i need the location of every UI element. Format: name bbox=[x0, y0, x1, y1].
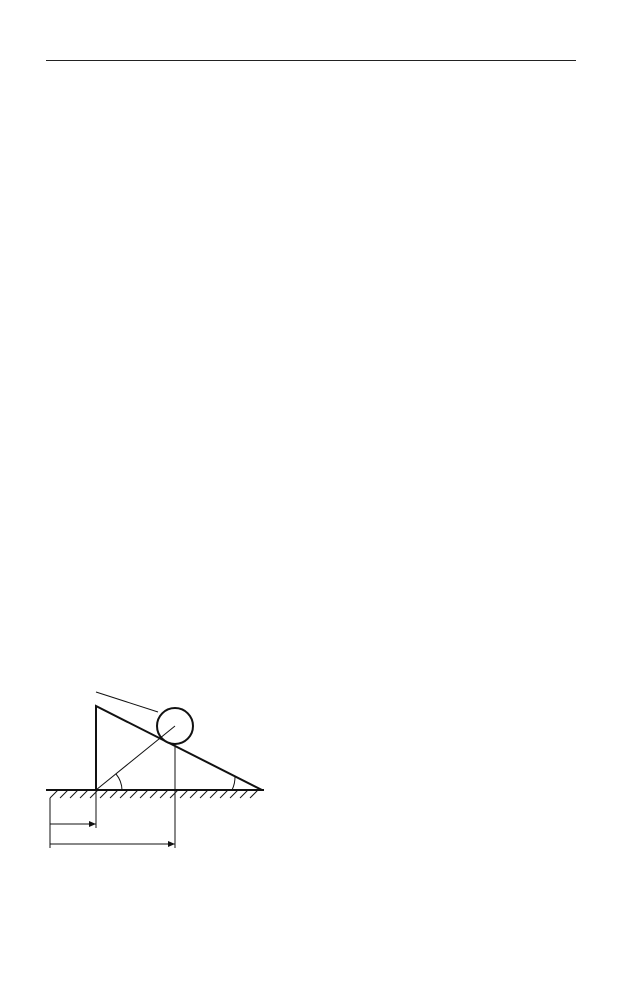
ground-hatching bbox=[50, 790, 258, 798]
header-rule bbox=[46, 60, 576, 61]
definition-line bbox=[46, 174, 572, 199]
phi2-arc bbox=[116, 774, 122, 790]
figure-prism-disk bbox=[46, 686, 268, 852]
alpha-arc bbox=[232, 776, 235, 790]
d2-dimension-line bbox=[96, 692, 158, 712]
page-header bbox=[46, 38, 576, 58]
phi2-line bbox=[96, 726, 175, 790]
